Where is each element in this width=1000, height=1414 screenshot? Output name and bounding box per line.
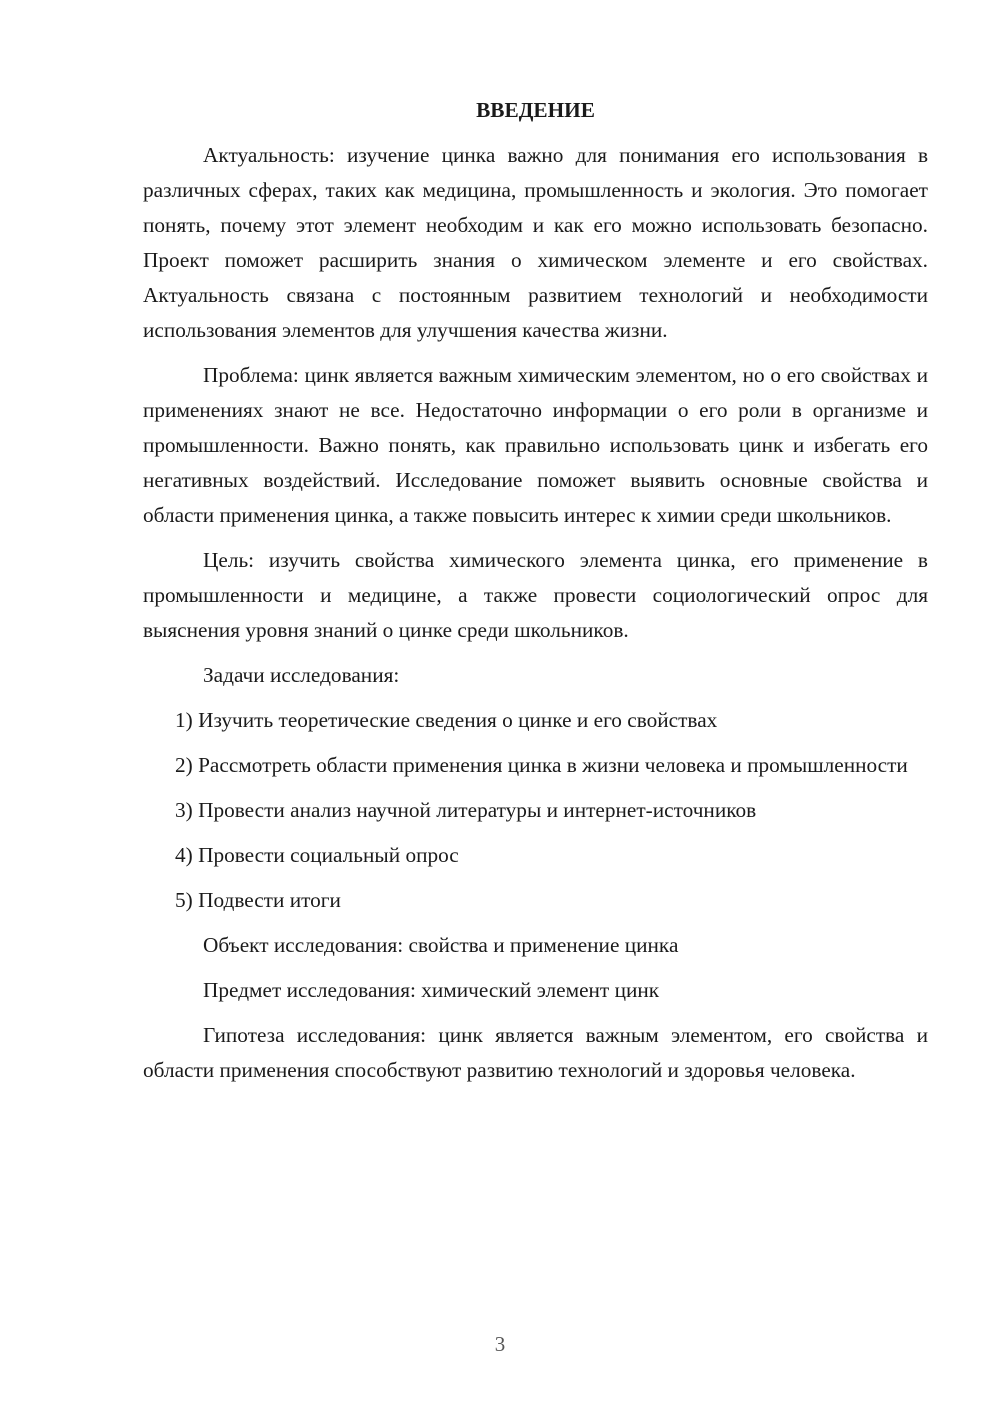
task-item: 4) Провести социальный опрос	[175, 843, 459, 867]
tasks-title: Задачи исследования:	[203, 663, 400, 687]
task-item: 5) Подвести итоги	[175, 888, 341, 912]
task-item: 2) Рассмотреть области применения цинка в жизни человека и промышленности	[175, 753, 908, 777]
page-number: 3	[494, 1332, 506, 1356]
hypothesis-paragraph: Гипотеза исследования: цинк является важным элементом, его свойства и области применения способствуют развитию технологий и здоровья человека.	[143, 1023, 928, 1082]
task-item: 1) Изучить теоретические сведения о цинке и его свойствах	[175, 708, 718, 732]
relevance-paragraph: Актуальность: изучение цинка важно для понимания его использования в различных сферах, таких как медицина, промышленность и экология. Это помогает понять, почему этот элемент необходим и как его можно использовать безопасно. Проект поможет расширить знания о химическом элементе и его свойствах. Актуальность связана с постоянным развитием технологий и необходимости использования элементов для улучшения качества жизни.	[143, 143, 928, 342]
research-object: Объект исследования: свойства и применение цинка	[203, 933, 679, 957]
document-page	[143, 92, 928, 1098]
section-heading: ВВЕДЕНИЕ	[476, 98, 595, 122]
research-subject: Предмет исследования: химический элемент цинк	[203, 978, 660, 1002]
problem-paragraph: Проблема: цинк является важным химическим элементом, но о его свойствах и применениях знают не все. Недостаточно информации о его роли в организме и промышленности. Важно понять, как правильно использовать цинк и избегать его негативных воздействий. Исследование поможет выявить основные свойства и области применения цинка, а также повысить интерес к химии среди школьников.	[143, 363, 928, 527]
task-item: 3) Провести анализ научной литературы и интернет-источников	[175, 798, 757, 822]
goal-paragraph: Цель: изучить свойства химического элемента цинка, его применение в промышленности и медицине, а также провести социологический опрос для выяснения уровня знаний о цинке среди школьников.	[143, 548, 928, 642]
